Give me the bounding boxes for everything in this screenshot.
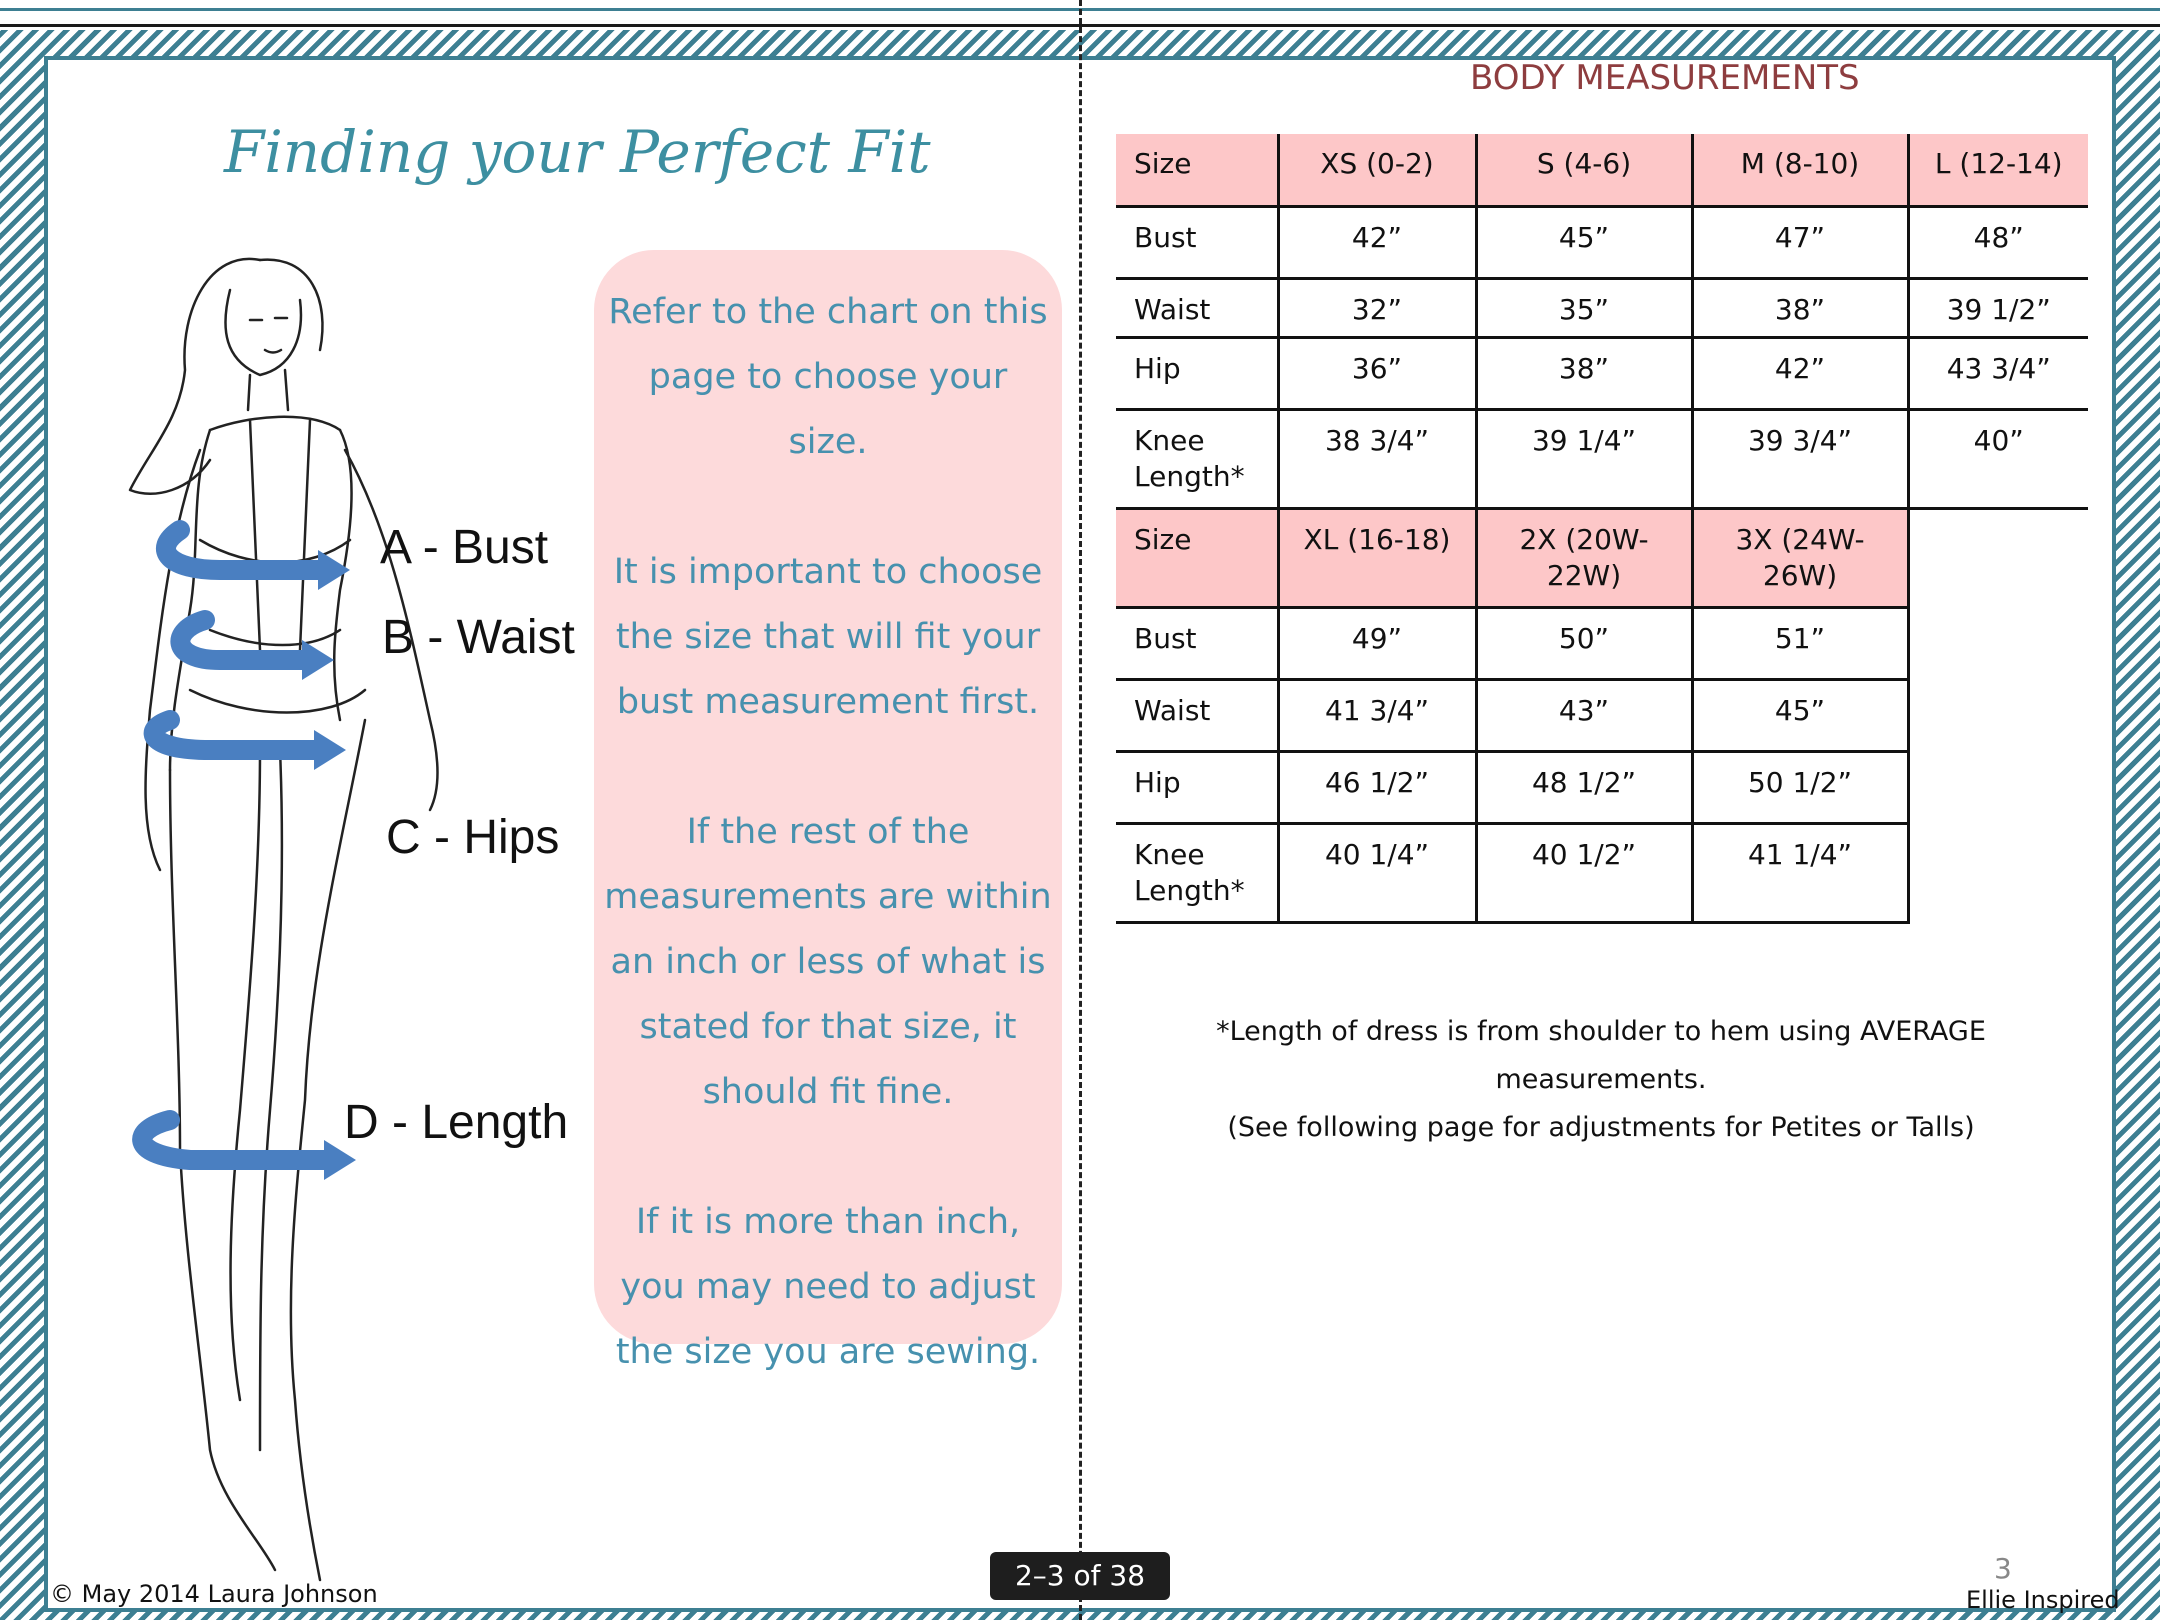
empty-cell [1908, 751, 2088, 823]
empty-cell [1908, 508, 2088, 607]
header-cell: XL (16-18) [1278, 508, 1476, 607]
table-cell: 48” [1908, 206, 2088, 278]
row-label: Waist [1116, 679, 1278, 751]
row-label: Hip [1116, 751, 1278, 823]
callout-paragraph: It is important to choose the size that will fit your bust measurement first. [613, 552, 1043, 722]
row-label: Knee Length* [1116, 409, 1278, 508]
callout-paragraph: If the rest of the measurements are within an inch or less of what is stated for that size, it should fit fine. [604, 812, 1052, 1112]
table-cell: 39 3/4” [1692, 409, 1908, 508]
table-row [1116, 206, 2088, 278]
header-cell: Size [1116, 134, 1278, 206]
page-indicator: 2–3 of 38 [990, 1552, 1170, 1600]
empty-cell [1908, 607, 2088, 679]
table-header-row [1116, 508, 2088, 607]
row-label: Bust [1116, 607, 1278, 679]
table-cell: 43 3/4” [1908, 337, 2088, 409]
row-label: Bust [1116, 206, 1278, 278]
header-cell: XS (0-2) [1278, 134, 1476, 206]
table-cell: 48 1/2” [1476, 751, 1692, 823]
page-title: Finding your Perfect Fit [224, 118, 931, 186]
table-cell: 51” [1692, 607, 1908, 679]
size-chart [1116, 134, 2088, 924]
table-row [1116, 337, 2088, 409]
table-cell: 38” [1476, 337, 1692, 409]
label-hips: C - Hips [386, 811, 560, 864]
page-spine [1079, 0, 1082, 1620]
table-row [1116, 823, 2088, 922]
table-cell: 38” [1692, 278, 1908, 337]
table-cell: 42” [1692, 337, 1908, 409]
table-cell: 45” [1476, 206, 1692, 278]
table-cell: 43” [1476, 679, 1692, 751]
label-waist: B - Waist [382, 611, 575, 664]
header-cell: Size [1116, 508, 1278, 607]
dress-form-illustration [110, 250, 470, 1590]
table-cell: 45” [1692, 679, 1908, 751]
brand-footer: Ellie Inspired [1966, 1586, 2120, 1614]
table-cell: 36” [1278, 337, 1476, 409]
table-cell: 41 3/4” [1278, 679, 1476, 751]
table-heading: BODY MEASUREMENTS [1470, 58, 1860, 98]
table-row [1116, 679, 2088, 751]
table-cell: 50” [1476, 607, 1692, 679]
callout-paragraph: Refer to the chart on this page to choose your size. [608, 292, 1048, 462]
table-cell: 38 3/4” [1278, 409, 1476, 508]
footnote-line: *Length of dress is from shoulder to hem using AVERAGE measurements. [1216, 1016, 1986, 1095]
table-cell: 50 1/2” [1692, 751, 1908, 823]
table-cell: 40” [1908, 409, 2088, 508]
empty-cell [1908, 823, 2088, 922]
row-label: Waist [1116, 278, 1278, 337]
table-row [1116, 607, 2088, 679]
table-cell: 39 1/2” [1908, 278, 2088, 337]
table-header-row [1116, 134, 2088, 206]
table-cell: 40 1/2” [1476, 823, 1692, 922]
table-row [1116, 409, 2088, 508]
table-cell: 46 1/2” [1278, 751, 1476, 823]
callout-paragraph: If it is more than inch, you may need to adjust the size you are sewing. [615, 1202, 1041, 1372]
table-cell: 47” [1692, 206, 1908, 278]
table-cell: 41 1/4” [1692, 823, 1908, 922]
footnote-line: (See following page for adjustments for Petites or Talls) [1227, 1112, 1975, 1143]
table-cell: 39 1/4” [1476, 409, 1692, 508]
table-cell: 49” [1278, 607, 1476, 679]
copyright-footer: © May 2014 Laura Johnson [50, 1580, 378, 1608]
row-label: Knee Length* [1116, 823, 1278, 922]
header-cell: 2X (20W-22W) [1476, 508, 1692, 607]
sizing-callout [594, 250, 1062, 1372]
table-cell: 40 1/4” [1278, 823, 1476, 922]
header-cell: S (4-6) [1476, 134, 1692, 206]
page-number: 3 [1994, 1552, 2012, 1585]
table-cell: 35” [1476, 278, 1692, 337]
table-cell: 32” [1278, 278, 1476, 337]
row-label: Hip [1116, 337, 1278, 409]
label-length: D - Length [344, 1096, 569, 1149]
table-cell: 42” [1278, 206, 1476, 278]
length-footnote [1116, 1008, 2086, 1152]
label-bust: A - Bust [380, 521, 549, 574]
table-row [1116, 751, 2088, 823]
header-cell: 3X (24W-26W) [1692, 508, 1908, 607]
header-cell: L (12-14) [1908, 134, 2088, 206]
table-row [1116, 278, 2088, 337]
header-cell: M (8-10) [1692, 134, 1908, 206]
empty-cell [1908, 679, 2088, 751]
